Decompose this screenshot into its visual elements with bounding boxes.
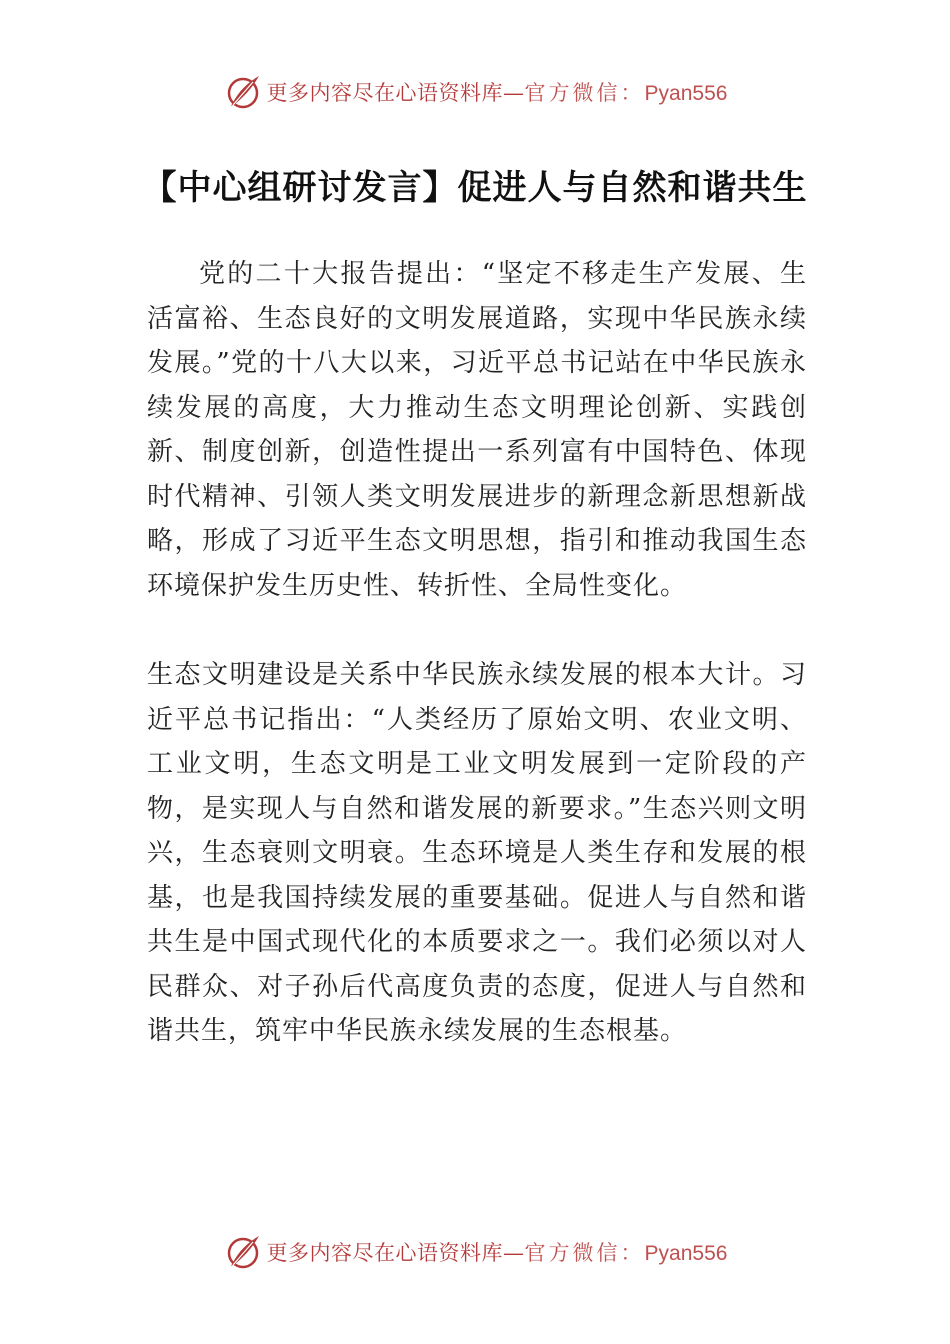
header-contact-id: Pyan556 bbox=[644, 82, 728, 105]
header-separator: — bbox=[503, 81, 525, 105]
footer-contact-id: Pyan556 bbox=[644, 1242, 728, 1265]
footer-separator: — bbox=[503, 1241, 525, 1265]
footer-contact-label: 官方微信： bbox=[524, 1241, 645, 1265]
document-title: 【中心组研讨发言】促进人与自然和谐共生 bbox=[142, 168, 808, 208]
header-banner bbox=[0, 70, 950, 114]
feather-pen-logo-icon bbox=[223, 72, 263, 112]
paragraph-2: 生态文明建设是关系中华民族永续发展的根本大计。习近平总书记指出：“人类经历了原始文明、农业文明、工业文明，生态文明是工业文明发展到一定阶段的产物，是实现人与自然和谐发展的新要求。”生态兴则文明兴，生态衰则文明衰。生态环境是人类生存和发展的根基，也是我国持续发展的重要基础。促进人与自然和谐共生是中国式现代化的本质要求之一。我们必须以对人民群众、对子孙后代高度负责的态度，促进人与自然和谐共生，筑牢中华民族永续发展的生态根基。 bbox=[147, 660, 807, 1046]
header-slogan-text: 更多内容尽在心语资料库 bbox=[266, 81, 504, 105]
header-slogan bbox=[267, 77, 728, 107]
footer-slogan-text: 更多内容尽在心语资料库 bbox=[266, 1241, 504, 1265]
feather-pen-logo-icon bbox=[223, 1232, 263, 1272]
footer-banner bbox=[0, 1230, 950, 1274]
paragraph-1: 党的二十大报告提出：“坚定不移走生产发展、生活富裕、生态良好的文明发展道路，实现中华民族永续发展。”党的十八大以来，习近平总书记站在中华民族永续发展的高度，大力推动生态文明理论创新、实践创新、制度创新，创造性提出一系列富有中国特色、体现时代精神、引领人类文明发展进步的新理念新思想新战略，形成了习近平生态文明思想，指引和推动我国生态环境保护发生历史性、转折性、全局性变化。 bbox=[147, 259, 807, 601]
footer-slogan bbox=[267, 1237, 728, 1267]
header-contact-label: 官方微信： bbox=[524, 81, 645, 105]
